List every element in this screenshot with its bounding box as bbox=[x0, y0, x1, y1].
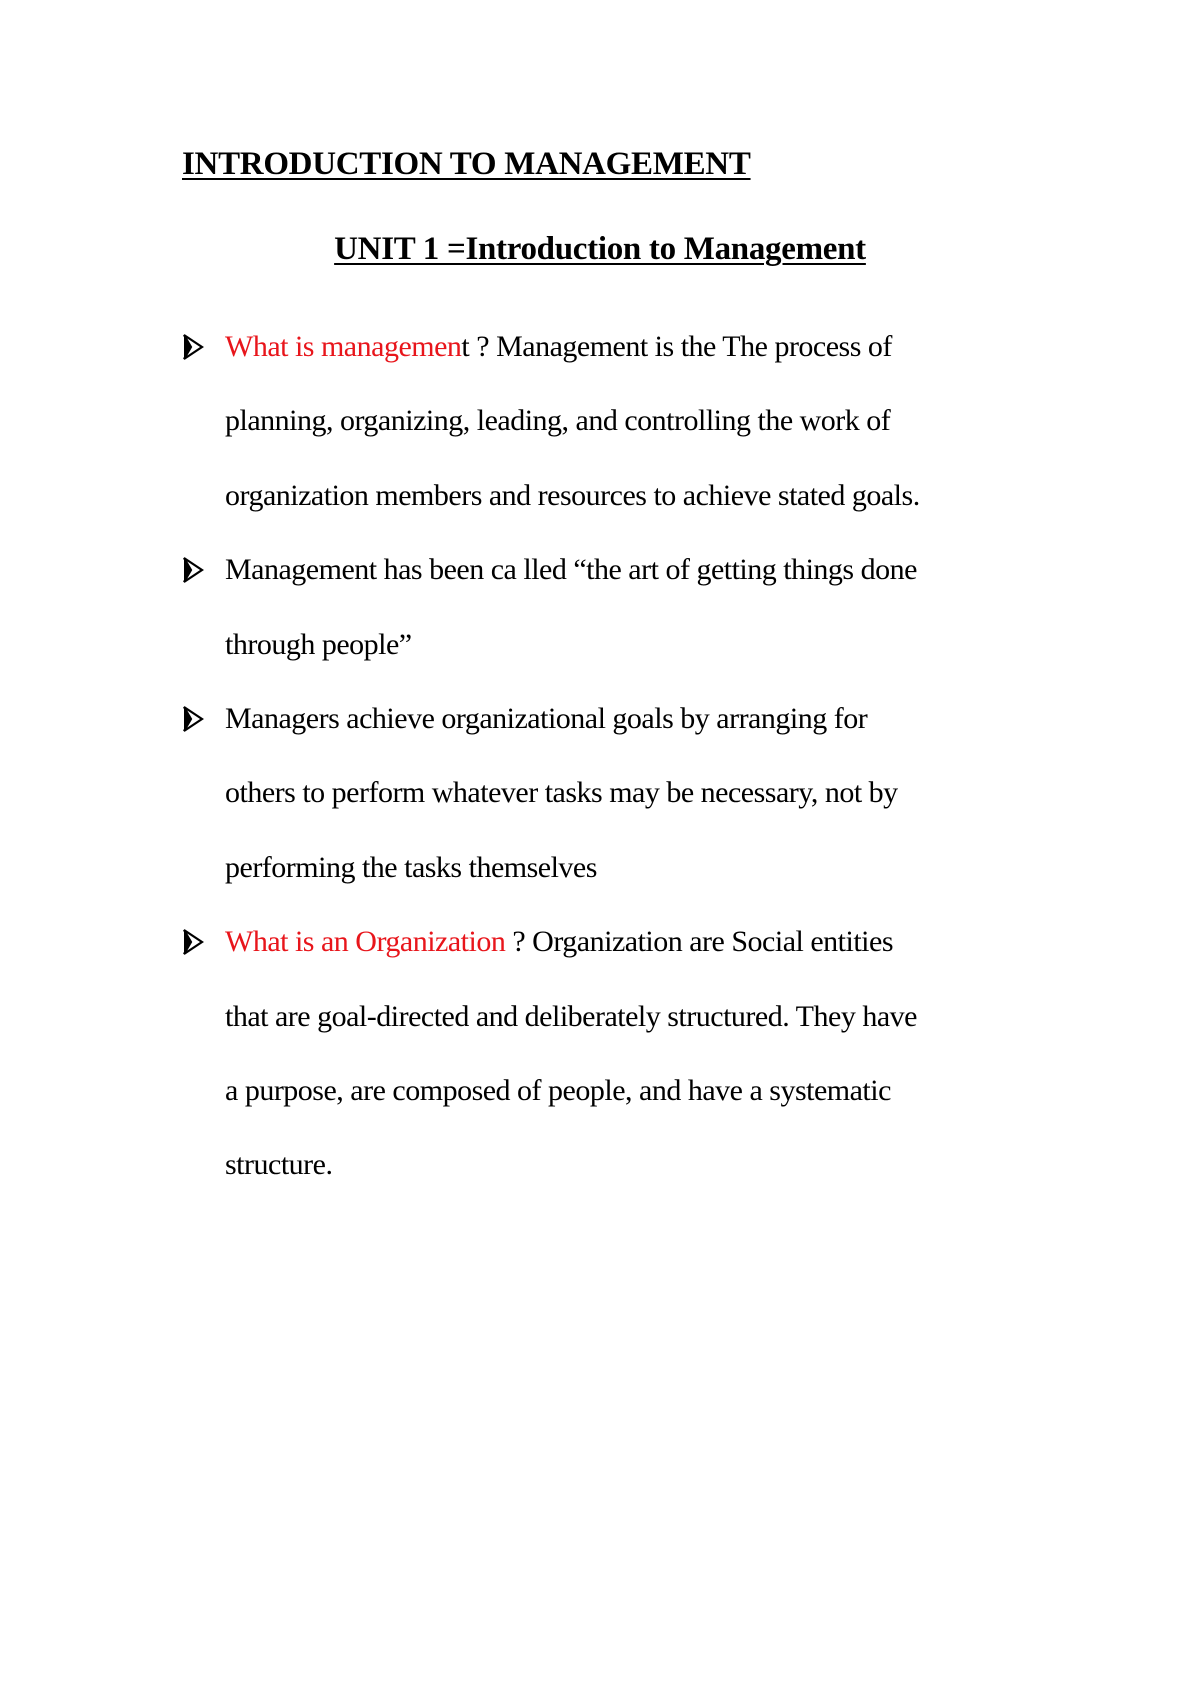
line-text: that are goal-directed and deliberately structured. They have bbox=[225, 999, 917, 1033]
bullet-line bbox=[225, 608, 1082, 682]
line-text: t ? Management is the The process of bbox=[461, 330, 892, 363]
highlight-text: What is an Organization bbox=[225, 925, 506, 959]
arrowhead-bullet-icon bbox=[182, 704, 204, 734]
line-text: through people” bbox=[225, 627, 412, 661]
bullet-line bbox=[225, 310, 1082, 384]
bullet-line bbox=[225, 459, 1082, 533]
bullet-item-managers-achieve-goals bbox=[182, 682, 1082, 905]
bullet-line bbox=[225, 682, 1082, 756]
line-text: ? Organization are Social entities bbox=[505, 925, 893, 959]
bullet-line bbox=[225, 980, 1082, 1054]
bullet-item-what-is-management bbox=[182, 310, 1082, 533]
line-text: performing the tasks themselves bbox=[225, 850, 597, 884]
line-text: Managers achieve organizational goals by arranging for bbox=[225, 702, 868, 736]
bullet-item-art-of-getting-things-done bbox=[182, 533, 1082, 682]
bullet-line bbox=[225, 1128, 1082, 1202]
bullet-line bbox=[225, 533, 1082, 607]
unit-heading-text: UNIT 1 =Introduction to Management bbox=[334, 231, 866, 267]
bullet-line bbox=[225, 756, 1082, 830]
bullet-line bbox=[225, 384, 1082, 458]
bullet-line bbox=[225, 1054, 1082, 1128]
line-text: others to perform whatever tasks may be necessary, not by bbox=[225, 776, 898, 810]
arrowhead-bullet-icon bbox=[182, 332, 204, 362]
line-text: organization members and resources to achieve stated goals. bbox=[225, 478, 920, 512]
line-text: structure. bbox=[225, 1148, 333, 1182]
bullet-line bbox=[225, 831, 1082, 905]
bullet-line bbox=[225, 905, 1082, 979]
bullet-list bbox=[182, 310, 1082, 1203]
document-title: INTRODUCTION TO MANAGEMENT bbox=[182, 146, 751, 182]
unit-heading bbox=[0, 231, 1200, 268]
arrowhead-bullet-icon bbox=[182, 927, 204, 957]
line-text: planning, organizing, leading, and controlling the work of bbox=[225, 404, 891, 438]
line-text: Management has been ca lled “the art of getting things done bbox=[225, 553, 917, 587]
highlight-text: What is managemen bbox=[225, 330, 462, 363]
arrowhead-bullet-icon bbox=[182, 555, 204, 585]
bullet-item-what-is-an-organization bbox=[182, 905, 1082, 1203]
line-text: a purpose, are composed of people, and have a systematic bbox=[225, 1074, 891, 1108]
